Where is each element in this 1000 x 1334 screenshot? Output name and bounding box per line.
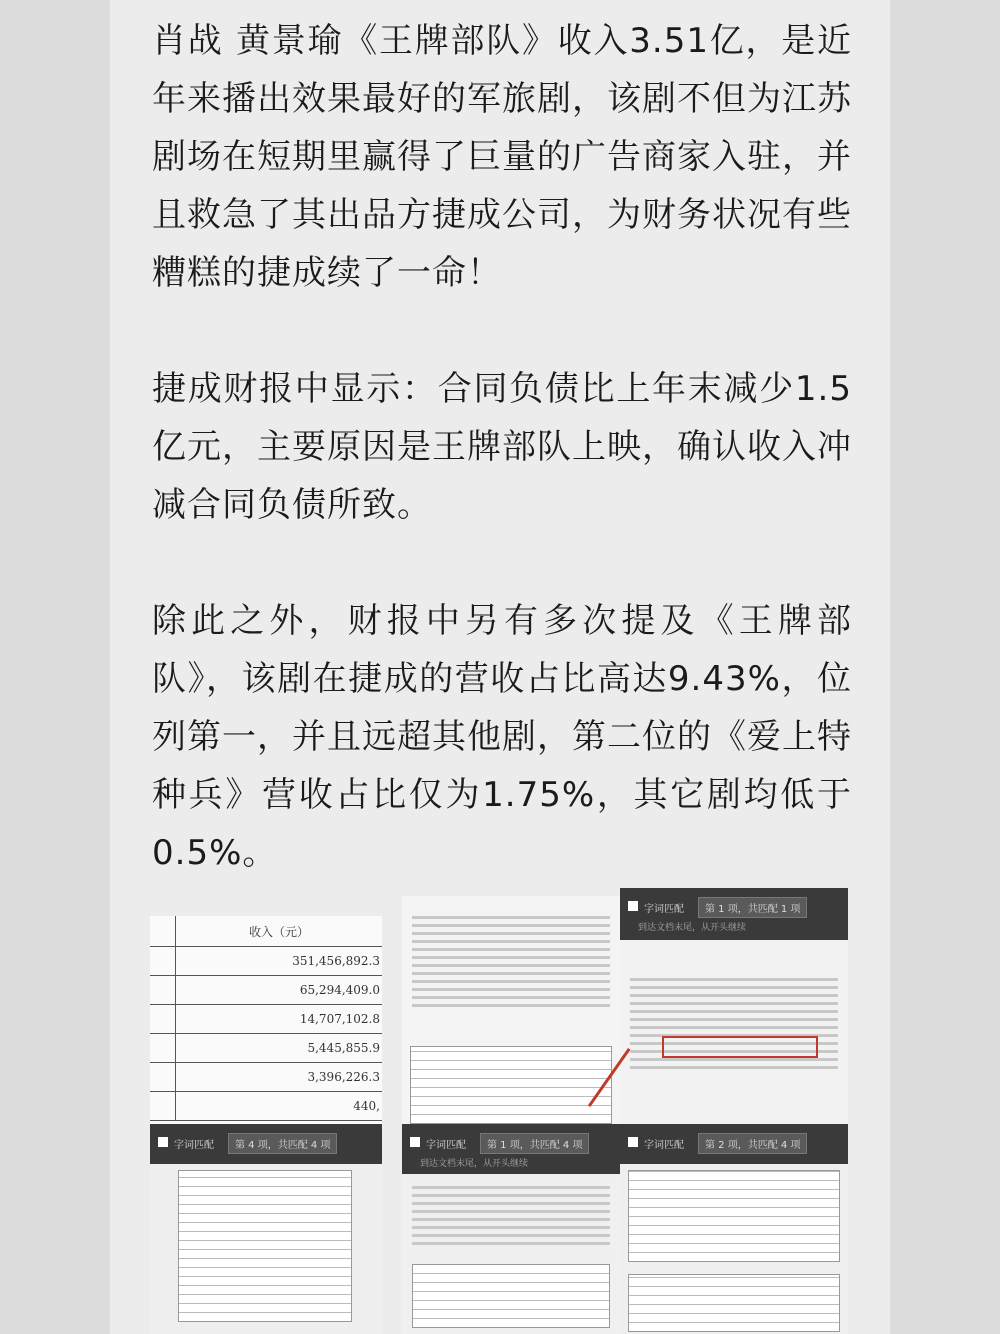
paragraph-3: 除此之外，财报中另有多次提及《王牌部队》，该剧在捷成的营收占比高达9.43%，位列第一，并且远超其他剧，第二位的《爱上特种兵》营收占比仅为1.75%，其它剧均低于0.5%。 xyxy=(152,601,852,873)
revenue-header: 收入（元） xyxy=(176,916,383,947)
text-lines xyxy=(630,978,838,1074)
revenue-table xyxy=(150,916,382,1121)
data-table xyxy=(410,1046,612,1124)
revenue-value: 5,445,855.9 xyxy=(176,1034,383,1063)
search-bar xyxy=(620,1124,848,1164)
checkbox-icon[interactable] xyxy=(628,1137,638,1147)
match-label: 字词匹配 xyxy=(644,1140,684,1151)
highlight-box xyxy=(662,1036,818,1058)
thumbnail-revenue-table[interactable] xyxy=(150,916,382,1124)
page xyxy=(110,0,890,1334)
match-label: 字词匹配 xyxy=(644,904,684,915)
match-label: 字词匹配 xyxy=(426,1140,466,1151)
data-table xyxy=(178,1170,352,1322)
paragraph-1: 肖战 黄景瑜《王牌部队》收入3.51亿，是近年来播出效果最好的军旅剧，该剧不但为江苏剧场在短期里赢得了巨量的广告商家入驻，并且救急了其出品方捷成公司，为财务状况有些糟糕的捷成续了一命！ xyxy=(152,21,852,293)
search-bar xyxy=(620,888,848,940)
revenue-value: 351,456,892.3 xyxy=(176,947,383,976)
match-label: 字词匹配 xyxy=(174,1140,214,1151)
article-body xyxy=(152,12,852,940)
data-table xyxy=(628,1170,840,1262)
paragraph-2: 捷成财报中显示：合同负债比上年末减少1.5亿元，主要原因是王牌部队上映，确认收入冲减合同负债所致。 xyxy=(152,369,852,525)
checkbox-icon[interactable] xyxy=(158,1137,168,1147)
checkbox-icon[interactable] xyxy=(628,901,638,911)
thumbnail-search-result-3[interactable] xyxy=(402,1124,620,1334)
revenue-value: 440, xyxy=(176,1092,383,1121)
thumbnail-report-page[interactable] xyxy=(402,896,620,1124)
search-hint: 到达文档末尾，从开头继续 xyxy=(420,1159,529,1169)
match-count: 第 4 项，共匹配 4 项 xyxy=(228,1133,337,1154)
data-table xyxy=(412,1264,610,1328)
data-table xyxy=(628,1274,840,1332)
revenue-value: 14,707,102.8 xyxy=(176,1005,383,1034)
thumbnail-search-result-4[interactable] xyxy=(620,1124,848,1334)
thumbnail-search-result-2[interactable] xyxy=(150,1124,382,1334)
search-bar xyxy=(402,1124,620,1174)
text-lines xyxy=(412,916,610,1012)
thumbnail-search-result-1[interactable] xyxy=(620,888,848,1124)
search-hint: 到达文档末尾，从开头继续 xyxy=(638,923,747,933)
image-grid xyxy=(150,888,850,1334)
text-lines xyxy=(412,1186,610,1250)
match-count: 第 1 项，共匹配 1 项 xyxy=(698,897,807,918)
match-count: 第 2 项，共匹配 4 项 xyxy=(698,1133,807,1154)
match-count: 第 1 项，共匹配 4 项 xyxy=(480,1133,589,1154)
checkbox-icon[interactable] xyxy=(410,1137,420,1147)
revenue-value: 3,396,226.3 xyxy=(176,1063,383,1092)
search-bar xyxy=(150,1124,382,1164)
revenue-value: 65,294,409.0 xyxy=(176,976,383,1005)
